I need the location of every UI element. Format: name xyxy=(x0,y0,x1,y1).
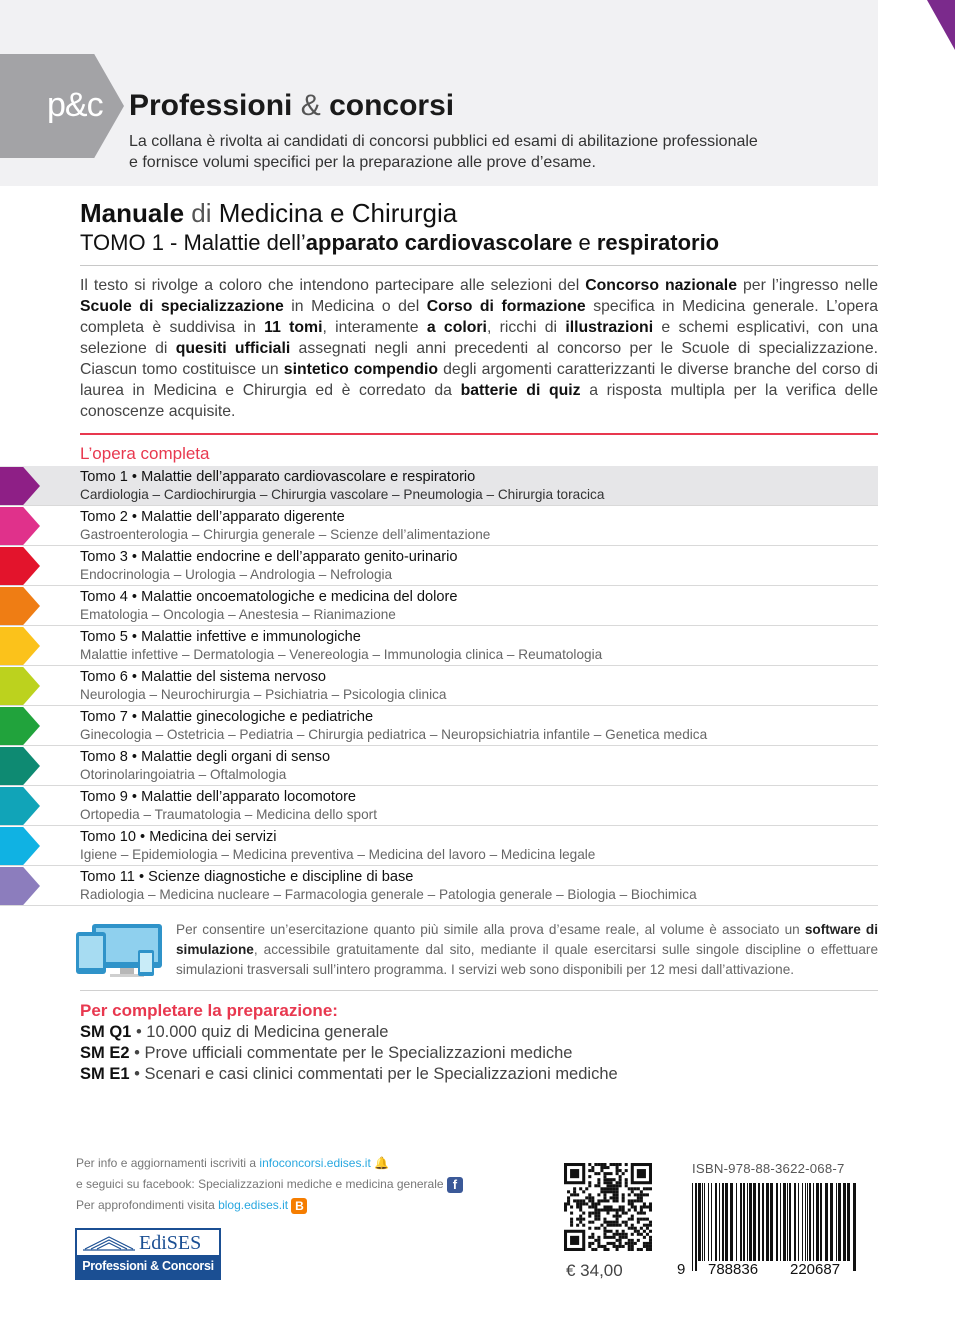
edises-logo: EdiSES Professioni & Concorsi xyxy=(75,1228,221,1280)
volume-title: Tomo 4 • Malattie oncoematologiche e medicina del dolore xyxy=(80,589,458,605)
volume-color-tab xyxy=(0,747,40,785)
volume-color-tab xyxy=(0,507,40,545)
corner-decoration xyxy=(927,0,955,50)
volume-color-tab xyxy=(0,707,40,745)
complete-preparation-list xyxy=(80,1022,618,1085)
volume-disciplines: Ematologia – Oncologia – Anestesia – Rianimazione xyxy=(80,607,396,622)
volume-title: Tomo 11 • Scienze diagnostiche e discipline di base xyxy=(80,869,414,885)
facebook-icon[interactable]: f xyxy=(447,1177,463,1193)
volume-disciplines: Malattie infettive – Dermatologia – Venereologia – Immunologia clinica – Reumatologia xyxy=(80,647,603,662)
volume-color-tab xyxy=(0,867,40,905)
software-description: Per consentire un’esercitazione quanto più simile alla prova d’esame reale, al volume è associato un software di simulazione, accessibile gratuitamente dal sito, mediante il quale esercitarsi sulle singole discipline o effettuare simulazioni trasversali sull’intero programma. I servizi web sono disponibili per 12 mesi dall’attivazione. xyxy=(176,922,879,977)
intro-paragraph: Il testo si rivolge a coloro che intendono partecipare alle selezioni del Concorso nazionale per l’ingresso nelle Scuole di specializzazione in Medicina o del Corso di formazione specifica in Medicina generale. L’opera completa è suddivisa in 11 tomi, interamente a colori, ricchi di illustrazioni e schemi esplicativi, con una selezione di quesiti ufficiali assegnati negli anni precedenti al concorso per le Scuole di specializzazione. Ciascun tomo costituisce un sintetico compendio degli argomenti caratterizzanti le diverse branche del corso di laurea in Medicina e Chirurgia ed è corredato da batterie di quiz a risposta multipla per la verifica delle conoscenze acquisite. xyxy=(80,277,879,420)
volume-row xyxy=(0,746,878,786)
blog-link[interactable]: blog.edises.it xyxy=(218,1198,289,1213)
volume-title: Tomo 10 • Medicina dei servizi xyxy=(80,829,277,845)
volume-disciplines: Radiologia – Medicina nucleare – Farmacologia generale – Patologia generale – Biologia – Biochimica xyxy=(80,887,697,902)
volume-row xyxy=(0,546,878,586)
volume-row xyxy=(0,706,878,746)
volume-color-tab xyxy=(0,827,40,865)
volume-row xyxy=(0,786,878,826)
volume-title: Tomo 5 • Malattie infettive e immunologiche xyxy=(80,629,361,645)
notification-bell-icon: 🔔 xyxy=(374,1156,390,1171)
complete-preparation-title: Per completare la preparazione: xyxy=(80,1001,338,1020)
volume-color-tab xyxy=(0,787,40,825)
qr-code xyxy=(564,1163,652,1251)
volume-title: Tomo 1 • Malattie dell’apparato cardiovascolare e respiratorio xyxy=(80,469,476,485)
volume-title: Tomo 7 • Malattie ginecologiche e pediatriche xyxy=(80,709,374,725)
volume-row xyxy=(0,626,878,666)
section-title-opera-completa: L’opera completa xyxy=(80,444,210,463)
logo-book-icon xyxy=(83,1235,135,1251)
list-item: SM Q1 • 10.000 quiz di Medicina generale xyxy=(80,1023,389,1041)
info-block: Per info e aggiornamenti iscriviti a infoconcorsi.edises.it 🔔 e seguici su facebook: Specializzazioni mediche e medicina generale f Per approfondimenti visita blog.edises.it B xyxy=(76,1153,463,1216)
volume-row xyxy=(0,866,878,906)
volume-title: Tomo 9 • Malattie dell’apparato locomotore xyxy=(80,789,357,805)
section-divider xyxy=(80,433,878,435)
volume-disciplines: Gastroenterologia – Chirurgia generale – Scienze dell’alimentazione xyxy=(80,527,491,542)
volume-title: Tomo 6 • Malattie del sistema nervoso xyxy=(80,669,327,685)
barcode xyxy=(690,1183,860,1273)
barcode-digits-left: 788836 xyxy=(708,1261,759,1278)
volume-disciplines: Endocrinologia – Urologia – Andrologia – Nefrologia xyxy=(80,567,393,582)
isbn: ISBN-978-88-3622-068-7 xyxy=(692,1161,845,1176)
series-title: Professioni & concorsi xyxy=(129,89,455,122)
volume-color-tab xyxy=(0,627,40,665)
series-badge-text: p&c xyxy=(47,86,103,124)
volume-title: Tomo 3 • Malattie endocrine e dell’apparato genito-urinario xyxy=(80,549,458,565)
volume-disciplines: Otorinolaringoiatria – Oftalmologia xyxy=(80,767,287,782)
volume-row xyxy=(0,826,878,866)
volume-color-tab xyxy=(0,587,40,625)
devices-icon xyxy=(74,922,166,978)
volume-color-tab xyxy=(0,667,40,705)
volume-disciplines: Ginecologia – Ostetricia – Pediatria – Chirurgia pediatrica – Neuropsichiatria infantile – Genetica medica xyxy=(80,727,708,742)
divider xyxy=(80,265,878,266)
volume-disciplines: Cardiologia – Cardiochirurgia – Chirurgia vascolare – Pneumologia – Chirurgia toracica xyxy=(80,487,605,502)
barcode-digit-prefix: 9 xyxy=(677,1261,686,1278)
volume-title: Tomo 2 • Malattie dell’apparato digerente xyxy=(80,509,345,525)
volume-title: Tomo 8 • Malattie degli organi di senso xyxy=(80,749,331,765)
volume-color-tab xyxy=(0,547,40,585)
infoconcorsi-link[interactable]: infoconcorsi.edises.it xyxy=(259,1156,371,1170)
book-title: Manuale di Medicina e Chirurgia xyxy=(80,198,458,228)
list-item: SM E1 • Scenari e casi clinici commentati per le Specializzazioni mediche xyxy=(80,1065,618,1083)
book-subtitle: TOMO 1 - Malattie dell’apparato cardiovascolare e respiratorio xyxy=(80,230,720,255)
volume-row xyxy=(0,666,878,706)
series-description: La collana è rivolta ai candidati di concorsi pubblici ed esami di abilitazione professionale e fornisce volumi specifici per la preparazione alle prove d’esame. xyxy=(129,133,758,171)
volume-row xyxy=(0,506,878,546)
barcode-digits-right: 220687 xyxy=(790,1261,841,1278)
volume-disciplines: Neurologia – Neurochirurgia – Psichiatria – Psicologia clinica xyxy=(80,687,447,702)
divider xyxy=(80,990,878,991)
volume-row xyxy=(0,466,878,506)
price: € 34,00 xyxy=(566,1261,623,1280)
volume-disciplines: Ortopedia – Traumatologia – Medicina dello sport xyxy=(80,807,377,822)
volume-color-tab xyxy=(0,467,40,505)
volume-row xyxy=(0,586,878,626)
list-item: SM E2 • Prove ufficiali commentate per le Specializzazioni mediche xyxy=(80,1044,573,1062)
volume-disciplines: Igiene – Epidemiologia – Medicina preventiva – Medicina del lavoro – Medicina legale xyxy=(80,847,596,862)
volume-list xyxy=(0,466,878,906)
blogger-icon[interactable]: B xyxy=(291,1198,307,1214)
